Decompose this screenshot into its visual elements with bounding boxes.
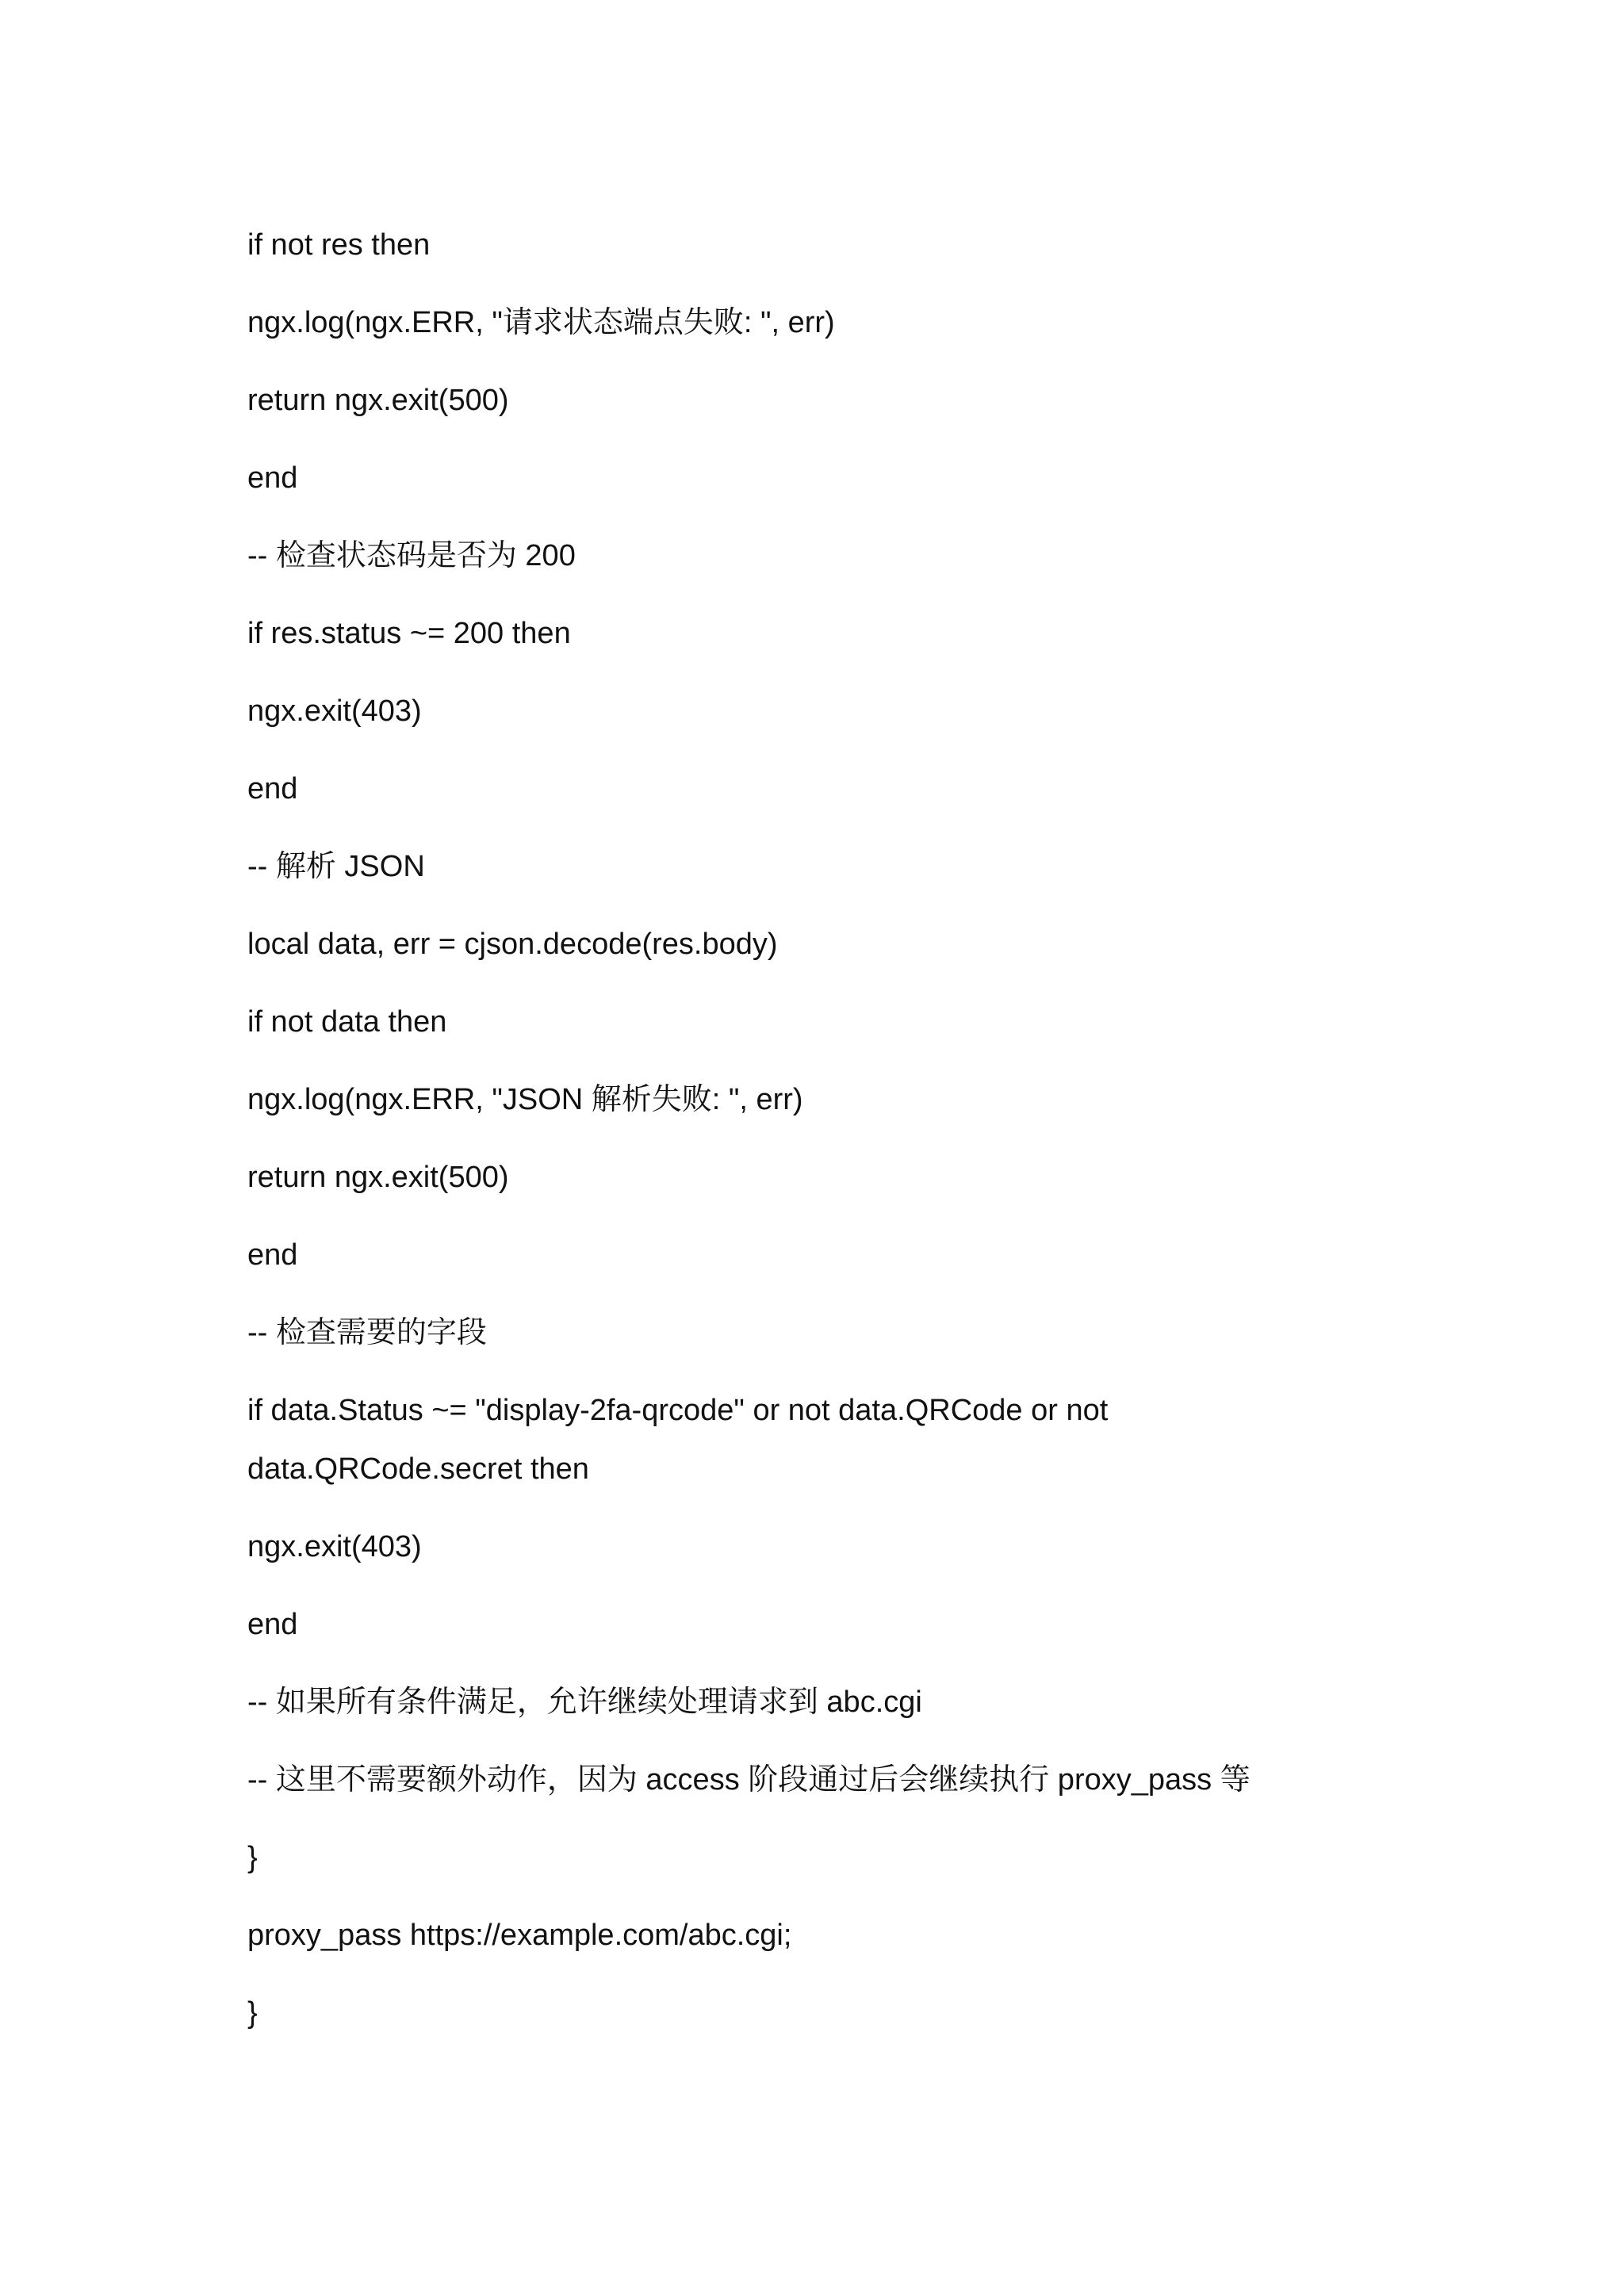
code-line: ngx.exit(403) [247,695,422,728]
code-comment: -- 解析 JSON [247,850,425,883]
code-line: end [247,1238,298,1272]
code-line: ngx.exit(403) [247,1530,422,1563]
code-line: if not res then [247,228,431,262]
document-body [247,216,1389,2061]
code-line: return ngx.exit(500) [247,1161,509,1194]
code-comment: -- 检查需要的字段 [247,1316,487,1349]
code-line: return ngx.exit(500) [247,384,509,417]
code-line: if not data then [247,1005,447,1039]
code-line: ngx.log(ngx.ERR, "请求状态端点失败: ", err) [247,306,835,339]
code-line: if res.status ~= 200 then [247,617,571,650]
code-comment: -- 如果所有条件满足，允许继续处理请求到 abc.cgi [247,1686,922,1719]
code-line: ngx.log(ngx.ERR, "JSON 解析失败: ", err) [247,1083,803,1116]
code-line: } [247,1841,258,1874]
code-line: proxy_pass https://example.com/abc.cgi; [247,1919,792,1952]
code-line: local data, err = cjson.decode(res.body) [247,928,778,961]
code-comment: -- 检查状态码是否为 200 [247,539,576,572]
code-comment: -- 这里不需要额外动作，因为 access 阶段通过后会继续执行 proxy_pass 等 [247,1763,1251,1797]
code-line: end [247,1608,298,1641]
code-line: end [247,772,298,806]
code-line: if data.Status ~= "display-2fa-qrcode" or not data.QRCode or not data.QRCode.secret then [247,1394,1116,1486]
code-line: } [247,1996,258,2030]
code-line: end [247,461,298,495]
